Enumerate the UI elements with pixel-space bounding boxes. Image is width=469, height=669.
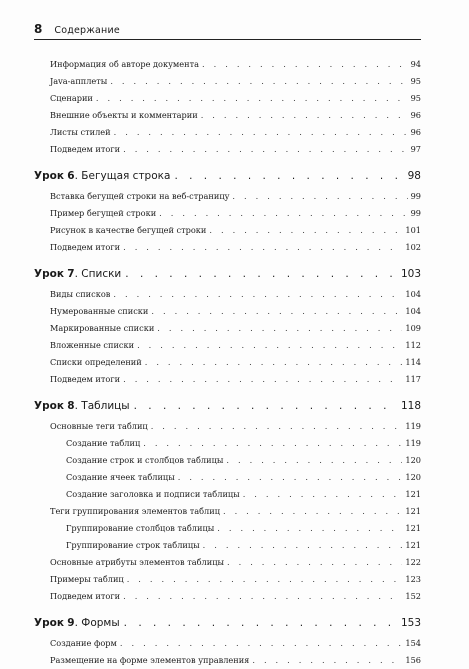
toc-entry[interactable] bbox=[50, 107, 421, 124]
entry-page: 121 bbox=[405, 506, 421, 516]
chapter-name: Таблицы bbox=[81, 400, 130, 412]
entry-title: Пример бегущей строки bbox=[50, 208, 157, 218]
dot-leader bbox=[125, 264, 397, 284]
dot-leader bbox=[201, 107, 408, 124]
chapter-number: 9 bbox=[67, 617, 75, 629]
toc-subentry[interactable] bbox=[50, 469, 421, 486]
chapter-page: 98 bbox=[407, 170, 421, 182]
entry-title: Создание ячеек таблицы bbox=[66, 472, 175, 482]
entry-title: Вставка бегущей строки на веб-страницу bbox=[50, 191, 230, 201]
entry-title: Java-апплеты bbox=[50, 76, 108, 86]
entry-page: 101 bbox=[405, 225, 421, 235]
chapter-number: 7 bbox=[67, 268, 75, 280]
entry-page: 119 bbox=[405, 421, 421, 431]
entry-title: Создание таблиц bbox=[66, 438, 141, 448]
entry-page: 95 bbox=[410, 93, 421, 103]
entry-page: 104 bbox=[405, 306, 421, 316]
dot-leader bbox=[151, 303, 402, 320]
entry-title: Создание форм bbox=[50, 638, 117, 648]
toc-entry[interactable] bbox=[50, 554, 421, 571]
toc-entry[interactable] bbox=[50, 588, 421, 605]
toc-entry[interactable] bbox=[50, 56, 421, 73]
toc-entry[interactable] bbox=[50, 239, 421, 256]
chapter-number: 6 bbox=[67, 170, 75, 182]
dot-leader bbox=[143, 435, 402, 452]
dot-leader bbox=[134, 396, 397, 416]
entry-title: Подведем итоги bbox=[50, 242, 121, 252]
toc-entry[interactable] bbox=[50, 320, 421, 337]
toc-entry[interactable] bbox=[50, 503, 421, 520]
dot-leader bbox=[243, 486, 403, 503]
dot-leader bbox=[174, 166, 403, 186]
entry-title: Примеры таблиц bbox=[50, 574, 124, 584]
dot-leader bbox=[145, 354, 403, 371]
chapter-name: Бегущая строка bbox=[81, 170, 171, 182]
entry-title: Основные атрибуты элементов таблицы bbox=[50, 557, 224, 567]
toc-entry[interactable] bbox=[50, 73, 421, 90]
entry-page: 95 bbox=[410, 76, 421, 86]
dot-leader bbox=[202, 56, 408, 73]
dot-leader bbox=[209, 222, 402, 239]
dot-leader bbox=[157, 320, 402, 337]
toc-entry[interactable] bbox=[50, 303, 421, 320]
toc-entry[interactable] bbox=[50, 205, 421, 222]
chapter-page: 103 bbox=[400, 268, 421, 280]
entry-page: 154 bbox=[405, 638, 421, 648]
dot-leader bbox=[223, 503, 402, 520]
dot-leader bbox=[123, 239, 402, 256]
entry-title: Подведем итоги bbox=[50, 591, 121, 601]
entry-page: 114 bbox=[405, 357, 421, 367]
entry-page: 121 bbox=[405, 523, 421, 533]
chapter-page: 153 bbox=[400, 617, 421, 629]
toc-subentry[interactable] bbox=[50, 435, 421, 452]
toc-entry[interactable] bbox=[50, 571, 421, 588]
chapter-heading[interactable] bbox=[34, 396, 421, 416]
toc-entry[interactable] bbox=[50, 418, 421, 435]
dot-leader bbox=[226, 452, 402, 469]
entry-page: 112 bbox=[405, 340, 421, 350]
entry-title: Рисунок в качестве бегущей строки bbox=[50, 225, 207, 235]
dot-leader bbox=[123, 141, 407, 158]
entry-title: Теги группирования элементов таблиц bbox=[50, 506, 220, 516]
entry-title: Размещение на форме элементов управления bbox=[50, 655, 250, 665]
spacer bbox=[50, 158, 421, 166]
chapter-prefix: Урок bbox=[34, 170, 64, 182]
entry-page: 94 bbox=[410, 59, 421, 69]
toc-entry[interactable] bbox=[50, 188, 421, 205]
dot-leader bbox=[203, 537, 403, 554]
entry-page: 152 bbox=[405, 591, 421, 601]
dot-leader bbox=[159, 205, 407, 222]
entry-title: Подведем итоги bbox=[50, 374, 121, 384]
chapter-prefix: Урок bbox=[34, 617, 64, 629]
toc-subentry[interactable] bbox=[50, 486, 421, 503]
entry-title: Маркированные списки bbox=[50, 323, 155, 333]
chapter-number: 8 bbox=[67, 400, 75, 412]
toc-entry[interactable] bbox=[50, 635, 421, 652]
spacer bbox=[50, 605, 421, 613]
dot-leader bbox=[120, 635, 402, 652]
table-of-contents bbox=[34, 56, 421, 669]
entry-title: Списки определений bbox=[50, 357, 142, 367]
entry-page: 156 bbox=[405, 655, 421, 665]
entry-title: Листы стилей bbox=[50, 127, 111, 137]
entry-page: 120 bbox=[405, 472, 421, 482]
dot-leader bbox=[151, 418, 403, 435]
toc-entry[interactable] bbox=[50, 286, 421, 303]
toc-entry[interactable] bbox=[50, 222, 421, 239]
dot-leader bbox=[110, 73, 407, 90]
dot-leader bbox=[227, 554, 402, 571]
entry-page: 99 bbox=[410, 208, 421, 218]
chapter-title: Урок 8. Таблицы bbox=[34, 400, 130, 412]
dot-leader bbox=[124, 613, 397, 633]
toc-subentry[interactable] bbox=[50, 452, 421, 469]
toc-subentry[interactable] bbox=[50, 520, 421, 537]
chapter-title: Урок 9. Формы bbox=[34, 617, 120, 629]
entry-title: Группирование столбцов таблицы bbox=[66, 523, 215, 533]
chapter-heading[interactable] bbox=[34, 264, 421, 284]
entry-page: 104 bbox=[405, 289, 421, 299]
toc-entry[interactable] bbox=[50, 90, 421, 107]
entry-page: 117 bbox=[405, 374, 421, 384]
entry-page: 123 bbox=[405, 574, 421, 584]
entry-page: 109 bbox=[405, 323, 421, 333]
entry-page: 102 bbox=[405, 242, 421, 252]
entry-title: Внешние объекты и комментарии bbox=[50, 110, 198, 120]
dot-leader bbox=[114, 124, 408, 141]
dot-leader bbox=[127, 571, 403, 588]
entry-title: Основные теги таблиц bbox=[50, 421, 148, 431]
entry-page: 97 bbox=[410, 144, 421, 154]
toc-entry[interactable] bbox=[50, 337, 421, 354]
spacer bbox=[50, 388, 421, 396]
dot-leader bbox=[252, 652, 402, 669]
entry-page: 96 bbox=[410, 127, 421, 137]
entry-page: 96 bbox=[410, 110, 421, 120]
entry-page: 121 bbox=[405, 489, 421, 499]
toc-entry[interactable] bbox=[50, 124, 421, 141]
spacer bbox=[50, 256, 421, 264]
toc-entry[interactable] bbox=[50, 141, 421, 158]
page-number: 8 bbox=[34, 22, 43, 36]
toc-entry[interactable] bbox=[50, 652, 421, 669]
chapter-page: 118 bbox=[400, 400, 421, 412]
dot-leader bbox=[232, 188, 407, 205]
entry-page: 122 bbox=[405, 557, 421, 567]
running-header bbox=[34, 22, 421, 40]
chapter-name: Списки bbox=[81, 268, 122, 280]
entry-page: 119 bbox=[405, 438, 421, 448]
dot-leader bbox=[123, 588, 402, 605]
entry-title: Подведем итоги bbox=[50, 144, 121, 154]
dot-leader bbox=[123, 371, 402, 388]
chapter-prefix: Урок bbox=[34, 268, 64, 280]
chapter-title: Урок 6. Бегущая строка bbox=[34, 170, 171, 182]
entry-title: Создание строк и столбцов таблицы bbox=[66, 455, 224, 465]
entry-title: Информация об авторе документа bbox=[50, 59, 200, 69]
entry-title: Создание заголовка и подписи таблицы bbox=[66, 489, 240, 499]
dot-leader bbox=[178, 469, 403, 486]
entry-page: 121 bbox=[405, 540, 421, 550]
entry-title: Виды списков bbox=[50, 289, 111, 299]
toc-entry[interactable] bbox=[50, 371, 421, 388]
chapter-title: Урок 7. Списки bbox=[34, 268, 122, 280]
dot-leader bbox=[96, 90, 408, 107]
entry-title: Вложенные списки bbox=[50, 340, 135, 350]
chapter-name: Формы bbox=[81, 617, 120, 629]
dot-leader bbox=[137, 337, 402, 354]
toc-subentry[interactable] bbox=[50, 537, 421, 554]
entry-title: Группирование строк таблицы bbox=[66, 540, 200, 550]
chapter-heading[interactable] bbox=[34, 166, 421, 186]
entry-title: Нумерованные списки bbox=[50, 306, 149, 316]
running-title: Содержание bbox=[54, 25, 120, 36]
entry-page: 99 bbox=[410, 191, 421, 201]
toc-entry[interactable] bbox=[50, 354, 421, 371]
dot-leader bbox=[217, 520, 402, 537]
chapter-heading[interactable] bbox=[34, 613, 421, 633]
entry-page: 120 bbox=[405, 455, 421, 465]
dot-leader bbox=[113, 286, 402, 303]
chapter-prefix: Урок bbox=[34, 400, 64, 412]
entry-title: Сценарии bbox=[50, 93, 93, 103]
